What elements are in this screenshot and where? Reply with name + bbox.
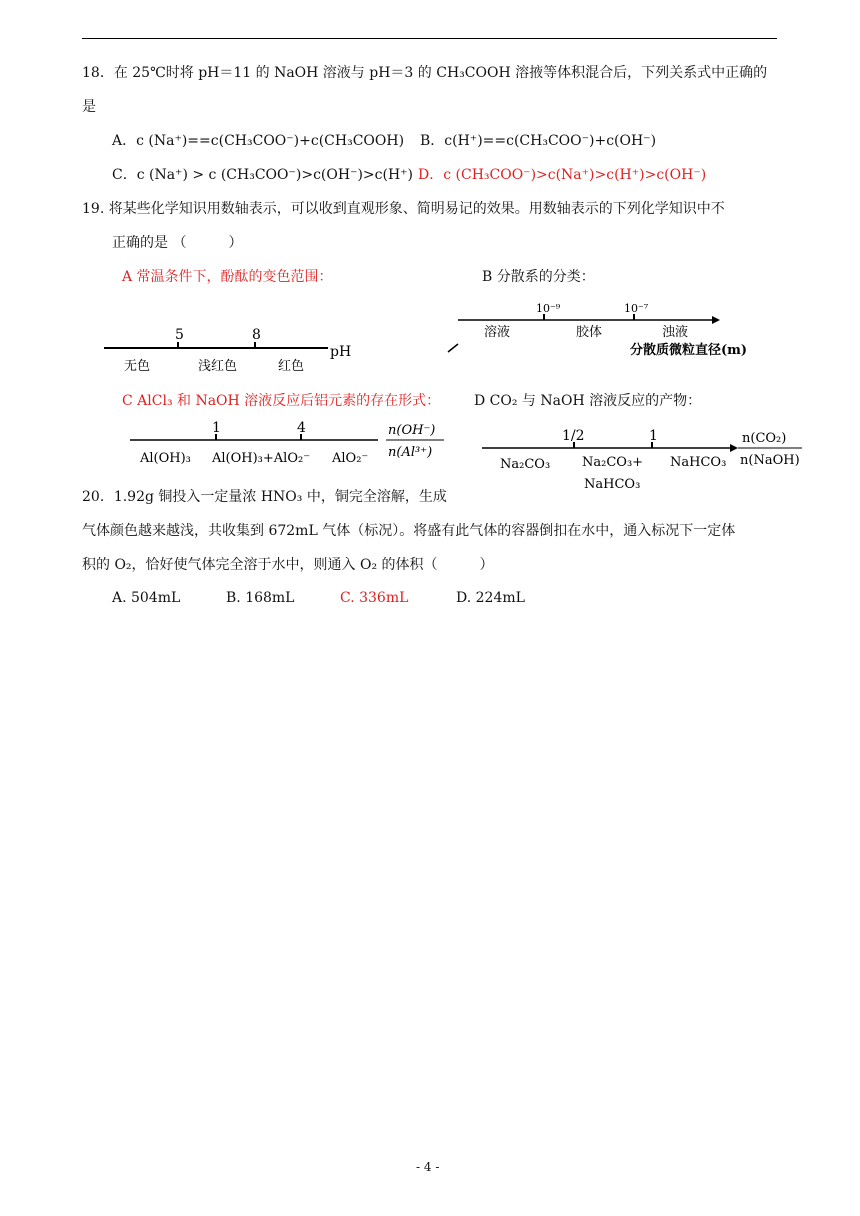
q18-option-c: C．c (Na⁺) > c (CH₃COO⁻)>c(OH⁻)>c(H⁺) [112, 167, 414, 183]
q18-stem-line2: 是 [82, 99, 96, 115]
axis-b-tick-label-1: 10⁻⁹ [536, 302, 561, 315]
q20-stem-line2: 气体颜色越来越浅，共收集到 672mL 气体（标况）。将盛有此气体的容器倒扣在水中，通入标况下一定体 [82, 523, 736, 539]
q19-option-c: C AlCl₃ 和 NaOH 溶液反应后铝元素的存在形式： [122, 393, 441, 409]
axis-d-region-3: NaHCO₃ [670, 455, 727, 470]
axis-d-region-2-line1: Na₂CO₃+ [582, 455, 644, 470]
axis-a-region-1: 无色 [124, 359, 151, 374]
axis-c-region-2: Al(OH)₃+AlO₂⁻ [212, 451, 311, 466]
axis-a-unit: pH [330, 344, 352, 360]
axis-b-region-3: 浊液 [662, 325, 689, 340]
axis-b-unit: 分散质微粒直径(m) [630, 343, 748, 358]
axis-d-tick-label-1: 1/2 [562, 428, 585, 444]
axis-c-region-1: Al(OH)₃ [140, 451, 191, 466]
axis-c-tick-label-1: 1 [212, 420, 221, 436]
q18-option-b: B．c(H⁺)==c(CH₃COO⁻)+c(OH⁻) [420, 133, 657, 149]
axis-d-tick-label-2: 1 [649, 428, 658, 444]
axis-d-diagram [480, 424, 806, 496]
scan-mark [448, 344, 458, 352]
axis-b-diagram [444, 298, 780, 360]
axis-b-arrow [712, 316, 720, 324]
q20-stem-line3: 积的 O₂，恰好使气体完全溶于水中，则通入 O₂ 的体积（ ） [82, 557, 494, 573]
axis-c-tick-label-2: 4 [297, 420, 306, 436]
axis-c-unit-denominator: n(Al³⁺) [388, 445, 433, 460]
q19-stem-line1: 19. 将某些化学知识用数轴表示，可以收到直观形象、简明易记的效果。用数轴表示的下列化学知识中不 [82, 201, 725, 217]
q20-option-a: A. 504mL [112, 590, 181, 606]
axis-d-region-1: Na₂CO₃ [500, 457, 551, 472]
axis-c-diagram [126, 418, 452, 470]
axis-a-tick-label-1: 5 [175, 327, 184, 343]
axis-c-region-3: AlO₂⁻ [332, 451, 369, 466]
q18-option-d: D．c (CH₃COO⁻)>c(Na⁺)>c(H⁺)>c(OH⁻) [418, 167, 707, 183]
axis-a-tick-label-2: 8 [252, 327, 261, 343]
axis-a-diagram [100, 322, 362, 374]
q18-option-a: A．c (Na⁺)==c(CH₃COO⁻)+c(CH₃COOH) [112, 133, 405, 149]
axis-d-region-2-line2: NaHCO₃ [584, 477, 641, 492]
q20-stem-line1: 20．1.92g 铜投入一定量浓 HNO₃ 中，铜完全溶解，生成 [82, 489, 447, 505]
page-number: - 4 - [416, 1160, 440, 1174]
axis-b-region-1: 溶液 [484, 325, 511, 340]
q20-option-c: C. 336mL [340, 590, 409, 606]
q19-option-d: D CO₂ 与 NaOH 溶液反应的产物： [474, 393, 702, 409]
axis-d-unit-numerator: n(CO₂) [742, 431, 787, 446]
axis-a-region-2: 浅红色 [198, 359, 238, 374]
axis-b-region-2: 胶体 [576, 325, 603, 340]
q19-option-b: B 分散系的分类： [482, 269, 595, 285]
q18-stem-line1: 18．在 25℃时将 pH＝11 的 NaOH 溶液与 pH＝3 的 CH₃COOH 溶掖等体积混合后，下列关系式中正确的 [82, 65, 768, 81]
q19-option-a: A 常温条件下，酚酞的变色范围： [122, 269, 333, 285]
axis-d-unit-denominator: n(NaOH) [740, 453, 800, 468]
q20-option-b: B. 168mL [226, 590, 295, 606]
q20-option-d: D. 224mL [456, 590, 525, 606]
axis-a-region-3: 红色 [278, 359, 305, 374]
axis-b-tick-label-2: 10⁻⁷ [624, 302, 649, 315]
axis-d-arrow [730, 444, 738, 452]
header-rule [82, 38, 777, 39]
axis-c-unit-numerator: n(OH⁻) [388, 423, 436, 438]
q19-stem-line2: 正确的是 （ ） [112, 235, 243, 251]
